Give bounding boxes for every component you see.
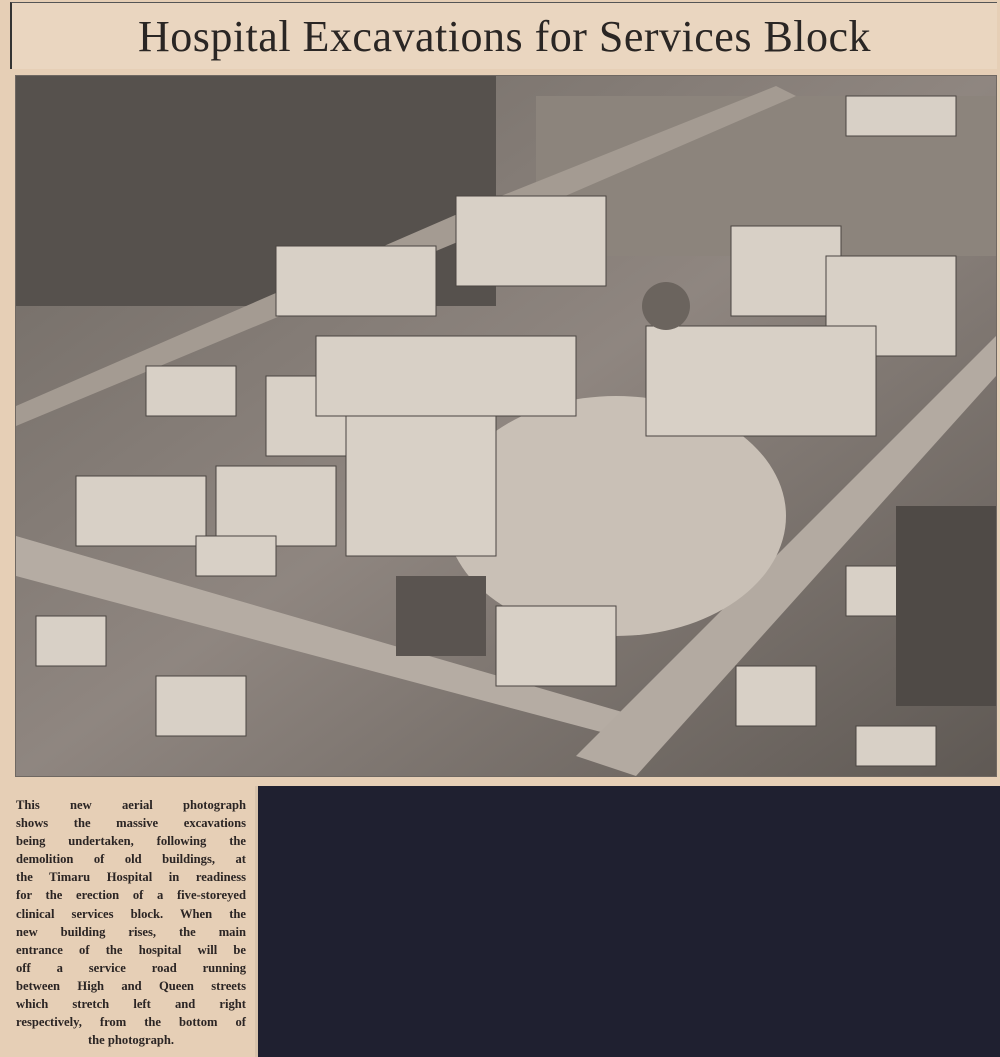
headline: Hospital Excavations for Services Block [137, 12, 872, 61]
caption-line: being undertaken, following the [16, 834, 246, 849]
caption-line: which stretch left and right [16, 997, 246, 1012]
caption-line: new building rises, the main [16, 924, 246, 939]
caption-line: shows the massive excavations [16, 816, 246, 831]
caption-line: respectively, from the bottom of [16, 1015, 246, 1030]
caption-line: between High and Queen streets [16, 978, 246, 993]
caption-line: entrance of the hospital will be [16, 942, 246, 957]
photo-caption [16, 796, 246, 1049]
caption-line: for the erection of a five-storeyed [16, 888, 246, 903]
caption-line: This new aerial photograph [16, 798, 246, 812]
caption-line: the photograph. [87, 1033, 175, 1048]
aerial-photograph [15, 75, 997, 777]
caption-line: the Timaru Hospital in readiness [16, 870, 246, 885]
caption-line: clinical services block. When the [16, 906, 246, 921]
dark-backing [258, 786, 1000, 1057]
caption-line: demolition of old buildings, at [16, 852, 246, 867]
caption-line: off a service road running [16, 960, 246, 975]
headline-band [10, 2, 997, 69]
